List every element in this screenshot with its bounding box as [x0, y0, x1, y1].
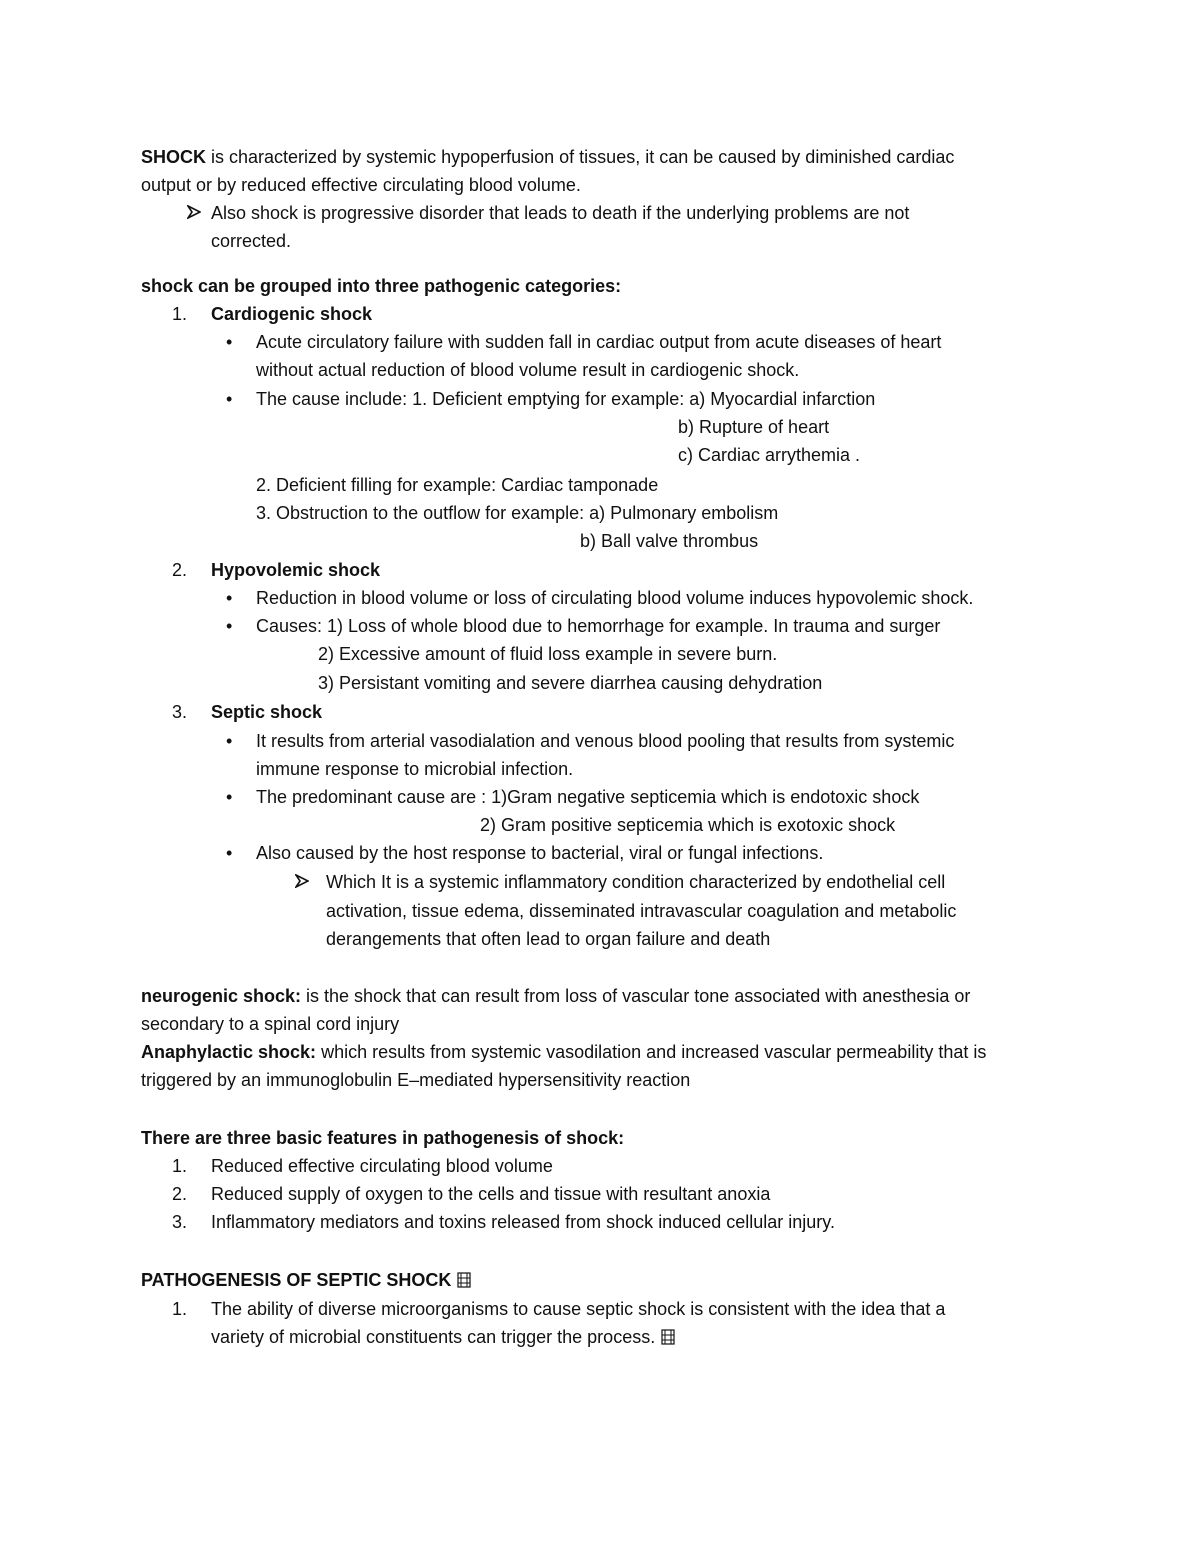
cardiogenic-cause-3: 3. Obstruction to the outflow for example: a) Pulmonary embolism [256, 503, 779, 523]
hypovolemic-bullet-1: Reduction in blood volume or loss of circulating blood volume induces hypovolemic shock. [256, 588, 974, 608]
bullet-dot-icon: • [226, 588, 233, 608]
septic-pathogenesis-heading-line [141, 1266, 471, 1294]
feature-item-2: Reduced supply of oxygen to the cells and tissue with resultant anoxia [211, 1184, 771, 1204]
cardiogenic-bullet-1-line-1: Acute circulatory failure with sudden fall in cardiac output from acute diseases of heart [256, 332, 942, 352]
bullet-dot-icon: • [226, 616, 233, 636]
bullet-dot-icon: • [226, 731, 233, 751]
cardiogenic-bullet-1-line-2: without actual reduction of blood volume result in cardiogenic shock. [256, 360, 800, 380]
bullet-dot-icon: • [226, 389, 233, 409]
anaphylactic-text-1: which results from systemic vasodilation and increased vascular permeability that is [316, 1042, 987, 1062]
list-number: 2. [172, 1184, 188, 1204]
bullet-dot-icon: • [226, 332, 233, 352]
list-number: 3. [172, 702, 188, 722]
feature-item-1: Reduced effective circulating blood volume [211, 1156, 553, 1176]
arrowhead-bullet-icon [187, 205, 201, 219]
intro-line-1 [141, 143, 954, 171]
intro-arrow-line-2: corrected. [211, 231, 292, 251]
anaphylactic-line-2: triggered by an immunoglobulin E–mediated hypersensitivity reaction [141, 1070, 691, 1090]
bullet-dot-icon: • [226, 787, 233, 807]
features-heading: There are three basic features in pathogenesis of shock: [141, 1128, 625, 1148]
bullet-dot-icon: • [226, 843, 233, 863]
list-number: 1. [172, 304, 188, 324]
septic-bullet-2: The predominant cause are : 1)Gram negative septicemia which is endotoxic shock [256, 787, 920, 807]
cardiogenic-cause-2: 2. Deficient filling for example: Cardiac tamponade [256, 475, 659, 495]
list-number: 1. [172, 1156, 188, 1176]
cardiogenic-cause-b: b) Rupture of heart [678, 417, 830, 437]
septic-pathogenesis-line-2-wrap [211, 1323, 675, 1351]
categories-heading: shock can be grouped into three pathogenic categories: [141, 276, 622, 296]
septic-pathogenesis-line-2: variety of microbial constituents can trigger the process. [211, 1327, 656, 1347]
septic-arrow-line-2: activation, tissue edema, disseminated intravascular coagulation and metabolic [326, 901, 957, 921]
hypovolemic-title: Hypovolemic shock [211, 560, 381, 580]
septic-title: Septic shock [211, 702, 323, 722]
list-number: 1. [172, 1299, 188, 1319]
septic-cause-2: 2) Gram positive septicemia which is exotoxic shock [480, 815, 896, 835]
neurogenic-line-2: secondary to a spinal cord injury [141, 1014, 400, 1034]
neurogenic-line-1 [141, 982, 970, 1010]
intro-text-1: is characterized by systemic hypoperfusion of tissues, it can be caused by diminished cardiac [206, 147, 955, 167]
intro-arrow-line-1: Also shock is progressive disorder that leads to death if the underlying problems are not [211, 203, 910, 223]
cardiogenic-cause-3-b: b) Ball valve thrombus [580, 531, 759, 551]
arrowhead-bullet-icon [295, 874, 309, 888]
hypovolemic-cause-2: 2) Excessive amount of fluid loss example in severe burn. [318, 644, 778, 664]
cardiogenic-bullet-2: The cause include: 1. Deficient emptying for example: a) Myocardial infarction [256, 389, 876, 409]
list-number: 3. [172, 1212, 188, 1232]
septic-pathogenesis-line-1: The ability of diverse microorganisms to cause septic shock is consistent with the idea that a [211, 1299, 946, 1319]
cardiogenic-cause-c: c) Cardiac arrythemia . [678, 445, 861, 465]
hypovolemic-cause-3: 3) Persistant vomiting and severe diarrhea causing dehydration [318, 673, 823, 693]
intro-term: SHOCK [141, 147, 207, 167]
septic-arrow-line-1: Which It is a systemic inflammatory condition characterized by endothelial cell [326, 872, 946, 892]
cardiogenic-title: Cardiogenic shock [211, 304, 373, 324]
neurogenic-term: neurogenic shock: [141, 986, 302, 1006]
missing-glyph-icon [661, 1325, 675, 1341]
anaphylactic-line-1 [141, 1038, 986, 1066]
septic-bullet-1-line-1: It results from arterial vasodialation and venous blood pooling that results from systemic [256, 731, 955, 751]
hypovolemic-bullet-2: Causes: 1) Loss of whole blood due to hemorrhage for example. In trauma and surger [256, 616, 941, 636]
septic-arrow-line-3: derangements that often lead to organ failure and death [326, 929, 771, 949]
list-number: 2. [172, 560, 188, 580]
anaphylactic-term: Anaphylactic shock: [141, 1042, 317, 1062]
septic-pathogenesis-heading: PATHOGENESIS OF SEPTIC SHOCK [141, 1270, 452, 1290]
septic-bullet-1-line-2: immune response to microbial infection. [256, 759, 574, 779]
missing-glyph-icon [457, 1268, 471, 1284]
intro-line-2: output or by reduced effective circulating blood volume. [141, 175, 581, 195]
septic-bullet-3: Also caused by the host response to bacterial, viral or fungal infections. [256, 843, 824, 863]
feature-item-3: Inflammatory mediators and toxins released from shock induced cellular injury. [211, 1212, 835, 1232]
neurogenic-text-1: is the shock that can result from loss of vascular tone associated with anesthesia or [301, 986, 971, 1006]
